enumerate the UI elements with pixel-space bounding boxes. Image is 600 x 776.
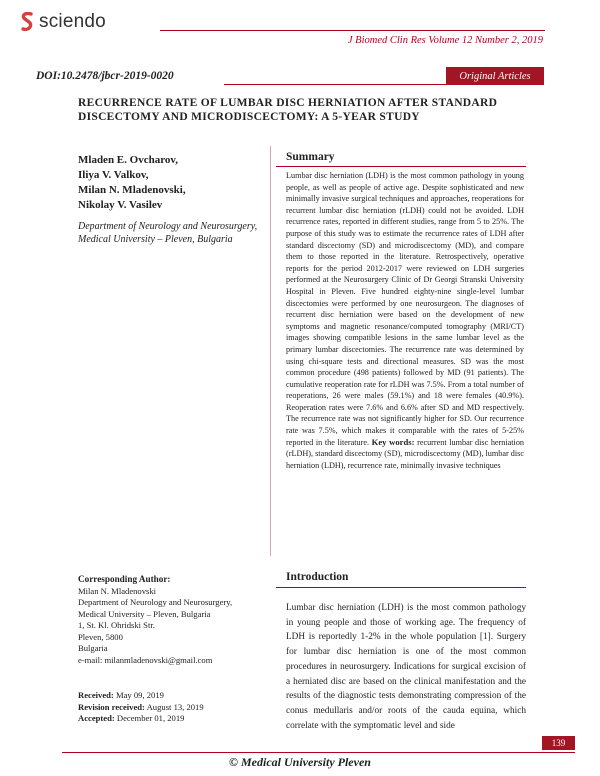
author: Mladen E. Ovcharov, bbox=[78, 154, 179, 166]
page-number: 139 bbox=[542, 736, 575, 750]
accepted-date: Accepted: December 01, 2019 bbox=[78, 713, 185, 723]
corresponding-heading: Corresponding Author: bbox=[78, 574, 171, 584]
summary-body bbox=[286, 170, 524, 471]
badge-rule bbox=[224, 84, 446, 85]
journal-citation: J Biomed Clin Res Volume 12 Number 2, 2019 bbox=[347, 35, 543, 46]
author: Nikolay V. Vasilev bbox=[78, 199, 163, 211]
footer-rule bbox=[62, 752, 575, 753]
corresponding-line: Department of Neurology and Neurosurgery, bbox=[78, 597, 233, 607]
corresponding-line: Milan N. Mladenovski bbox=[78, 585, 157, 596]
article-dates bbox=[78, 690, 273, 725]
author: Iliya V. Valkov, bbox=[78, 169, 149, 181]
keywords-text: recurrent lumbar disc herniation (rLDH), standard discectomy (SD), microdiscectomy (MD), lumbar disc herniation (LDH), recurrence rate, minimally invasive techniques bbox=[286, 437, 525, 470]
column-divider bbox=[270, 146, 271, 556]
article-title: RECURRENCE RATE OF LUMBAR DISC HERNIATION AFTER STANDARD DISCECTOMY AND MICRODISCECTOMY: A 5-YEAR STUDY bbox=[78, 97, 498, 123]
sciendo-logo bbox=[20, 11, 106, 33]
keywords-label: Key words: bbox=[371, 436, 415, 447]
corresponding-line: 1, St. Kl. Ohridski Str. bbox=[78, 620, 155, 630]
header-rule bbox=[160, 30, 545, 31]
introduction-body: Lumbar disc herniation (LDH) is the most common pathology in young people and those of working age. The frequency of LDH is reportedly 1-2% in the whole population [1]. Surgery for lumbar disc herniation is one of the most common procedures in neurosurgery. Indications for surgical excision of a herniated disc are based on the clinical manifestation and the results of the diagnostic tests demonstrating compression of the conus medullaris and/or roots of the cauda equina, which correlate with the symptomatic level and side bbox=[286, 603, 526, 731]
introduction-heading: Introduction bbox=[286, 571, 349, 583]
author: Milan N. Mladenovski, bbox=[78, 184, 186, 196]
received-date: Received: May 09, 2019 bbox=[78, 690, 164, 700]
summary-heading: Summary bbox=[286, 151, 335, 163]
footer-copyright: © Medical University Pleven bbox=[229, 755, 371, 769]
affiliation: Department of Neurology and Neurosurgery, Medical University – Pleven, Bulgaria bbox=[78, 221, 258, 245]
revision-date: Revision received: August 13, 2019 bbox=[78, 701, 204, 712]
author-list bbox=[78, 153, 263, 213]
article-type-badge: Original Articles bbox=[446, 67, 544, 85]
introduction-rule bbox=[276, 587, 526, 588]
corresponding-line: Pleven, 5800 bbox=[78, 631, 123, 642]
doi: DOI:10.2478/jbcr-2019-0020 bbox=[36, 70, 174, 82]
summary-rule bbox=[276, 166, 526, 167]
corresponding-email: e-mail: milanmladenovski@gmail.com bbox=[78, 654, 213, 665]
corresponding-line: Medical University – Pleven, Bulgaria bbox=[78, 608, 211, 619]
corresponding-line: Bulgaria bbox=[78, 643, 108, 653]
sciendo-logo-icon bbox=[20, 12, 34, 32]
logo-text: sciendo bbox=[39, 11, 106, 32]
summary-text: Lumbar disc herniation (LDH) is the most common pathology in young people, as well as people of active age. Despite sophisticated and new minimally invasive surgical techniques and approaches, reoperations for recurrent lumbar disc herniation (rLDH) could not be avoided. LDH recurrence rates, reported in different studies, range from 5 to 25%. The purpose of this study was to estimate the recurrence rates of LDH after standard discectomy (SD) and microdiscectomy (MD), and compare them to those reported in the literature. Retrospectively, operative reports for the period 2012-2017 were reviewed on LDH surgeries performed at the Neurosurgery Clinic of Dr Georgi Stranski University Hospital in Pleven. Five hundred eighty-nine single-level lumbar discectomies were performed by one neurosurgeon. The diagnoses of recurrent disc herniation were based on the development of new symptoms and magnetic resonance/computed tomography (MRI/CT) images showing compatible lesions in the same lumbar level as the primary lumbar discectomies. The recurrence rate was determined by using chi-square tests and directional measures. SD was the most common procedure (498 patients) followed by MD (91 patients). The cumulative reoperation rate for rLDH was 7.5%. From a total number of reoperations, 26 were males (59.1%) and 18 were females (40.9%). Reoperation rates were 7.6% and 6.6% after SD and MD respectively. The recurrence rate was not significantly higher for SD. Our recurrence rate was 7.5%, which makes it comparable with the rates of 5-25% reported in the literature. bbox=[286, 171, 524, 447]
corresponding-author bbox=[78, 574, 273, 666]
